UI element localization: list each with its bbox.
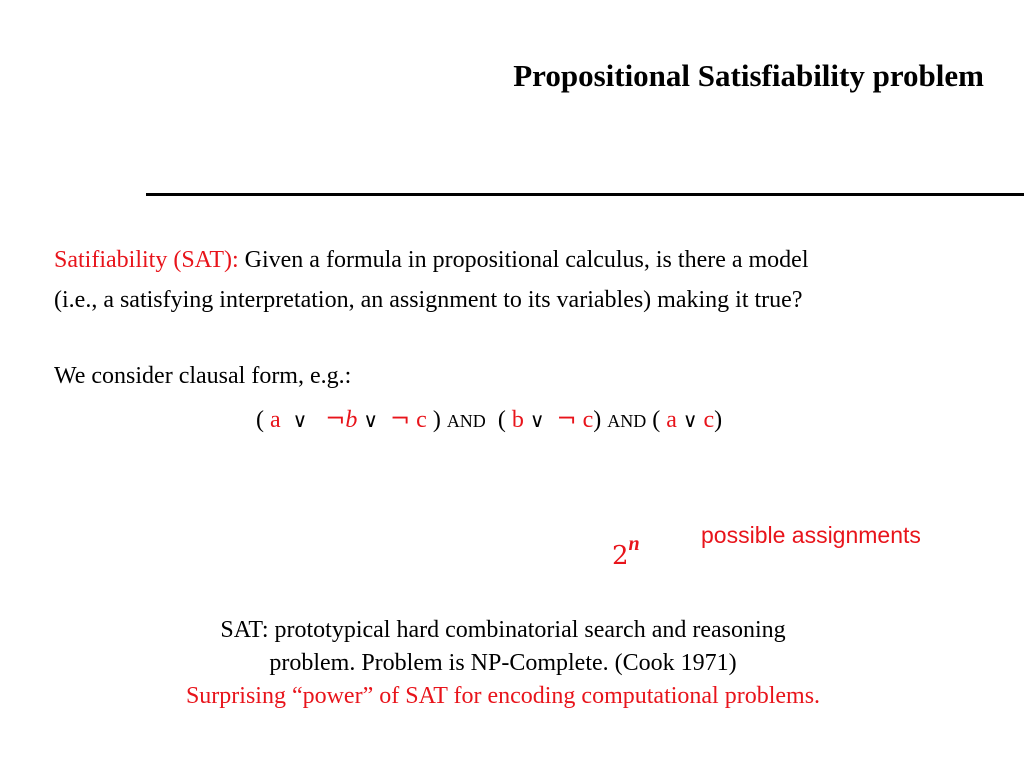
and-keyword: AND [446, 411, 486, 431]
summary-line-3: Surprising “power” of SAT for encoding computational problems. [185, 683, 821, 709]
not-symbol: ¬ [556, 405, 577, 433]
assignment-count-formula [612, 528, 640, 571]
literal-a: a [270, 407, 281, 433]
literal-c: c [416, 407, 427, 433]
or-symbol: ∨ [363, 408, 379, 432]
definition-line-2: (i.e., a satisfying interpretation, an assignment to its variables) making it true? [54, 287, 803, 313]
literal-c: c [703, 407, 715, 433]
literal-b: b [345, 407, 358, 433]
title-divider [146, 193, 1024, 196]
definition-term: Satifiability (SAT): [54, 247, 239, 273]
sat-summary [0, 614, 1006, 713]
literal-b: b [511, 407, 524, 433]
clausal-formula [256, 405, 722, 434]
sat-definition [54, 240, 994, 320]
summary-line-2: problem. Problem is NP-Complete. (Cook 1971) [269, 650, 737, 676]
power-exponent: n [628, 533, 640, 555]
clause-2-close: ) [593, 407, 602, 433]
and-keyword: AND [607, 411, 647, 431]
clausal-intro: We consider clausal form, e.g.: [54, 363, 352, 389]
possible-assignments-label: possible assignments [701, 522, 921, 548]
clause-3-open: ( [652, 407, 667, 433]
slide-title: Propositional Satisfiability problem [513, 58, 984, 93]
clause-1-close: ) [426, 407, 441, 433]
literal-a: a [666, 407, 677, 433]
definition-line-1: Given a formula in propositional calculus, is there a model [238, 247, 809, 273]
power-base: 2 [612, 541, 629, 571]
clause-1-open: ( [256, 407, 270, 433]
clause-2-open: ( [497, 407, 512, 433]
or-symbol: ∨ [292, 408, 308, 432]
summary-line-1: SAT: prototypical hard combinatorial search and reasoning [220, 617, 786, 643]
or-symbol: ∨ [529, 408, 545, 432]
not-symbol: ¬ [390, 405, 411, 433]
or-symbol: ∨ [682, 408, 698, 432]
clause-3-close: ) [714, 407, 723, 433]
not-symbol: ¬ [325, 405, 346, 433]
literal-c: c [582, 407, 594, 433]
